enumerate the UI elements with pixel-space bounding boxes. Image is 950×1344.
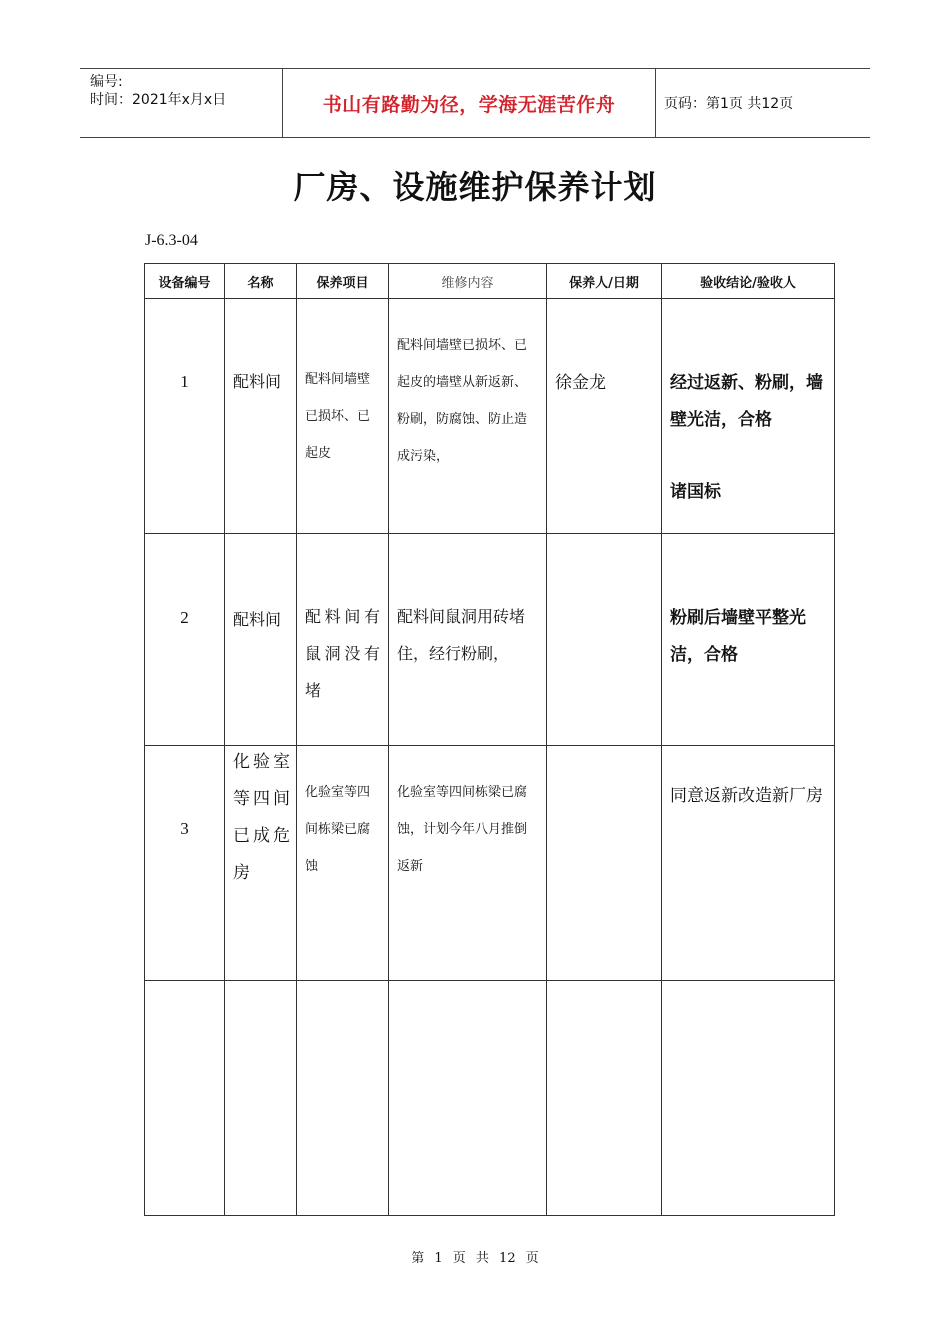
table-row <box>145 534 835 746</box>
row-item: 配料间墙壁已损坏、已起皮 <box>297 299 389 534</box>
empty-cell <box>297 981 389 1216</box>
row-repair: 配料间鼠洞用砖堵住，经行粉刷， <box>389 534 547 746</box>
header-repair: 维修内容 <box>389 264 547 299</box>
header-item: 保养项目 <box>297 264 389 299</box>
row-item: 配料间有鼠洞没有堵 <box>297 534 389 746</box>
page-info: 页码：第1页 共12页 <box>664 96 794 112</box>
header-result: 验收结论/验收人 <box>662 264 835 299</box>
table-row <box>145 299 835 534</box>
page-footer: 第 1 页 共 12 页 <box>411 1251 539 1266</box>
maintenance-table <box>144 263 835 1216</box>
empty-cell <box>145 981 225 1216</box>
row-repair: 配料间墙壁已损坏、已起皮的墙壁从新返新、粉刷，防腐蚀、防止造成污染， <box>389 299 547 534</box>
table-row-empty <box>145 981 835 1216</box>
row-person <box>547 746 662 981</box>
motto-text: 书山有路勤为径，学海无涯苦作舟 <box>322 93 616 116</box>
row-name: 配料间 <box>225 534 297 746</box>
row-item: 化验室等四间栋梁已腐蚀 <box>297 746 389 981</box>
header-equipment-no: 设备编号 <box>145 264 225 299</box>
header-person-date: 保养人/日期 <box>547 264 662 299</box>
header-motto-cell <box>283 69 656 137</box>
empty-cell <box>225 981 297 1216</box>
row-id: 2 <box>145 534 225 746</box>
empty-cell <box>662 981 835 1216</box>
time-label: 时间：2021年x月x日 <box>90 92 227 108</box>
row-result: 粉刷后墙壁平整光洁，合格 <box>662 534 835 746</box>
table-row <box>145 746 835 981</box>
row-person <box>547 534 662 746</box>
table-header-row <box>145 264 835 299</box>
row-person: 徐金龙 <box>547 299 662 534</box>
row-repair: 化验室等四间栋梁已腐蚀，计划今年八月推倒返新 <box>389 746 547 981</box>
empty-cell <box>547 981 662 1216</box>
number-label: 编号: <box>90 74 123 90</box>
document-title: 厂房、设施维护保养计划 <box>293 168 657 206</box>
row-inspector: 诸国标 <box>670 482 721 502</box>
row-result: 经过返新、粉刷，墙壁光洁，合格 诸国标 <box>662 299 835 534</box>
header-name: 名称 <box>225 264 297 299</box>
row-id: 3 <box>145 746 225 981</box>
empty-cell <box>389 981 547 1216</box>
row-id: 1 <box>145 299 225 534</box>
row-name: 化验室等四间已成危房 <box>225 746 297 981</box>
header-page-cell <box>656 69 870 137</box>
document-code: J-6.3-04 <box>145 232 198 249</box>
page-header <box>80 68 870 138</box>
row-result: 同意返新改造新厂房 <box>662 746 835 981</box>
row-name: 配料间 <box>225 299 297 534</box>
header-meta <box>80 69 283 137</box>
